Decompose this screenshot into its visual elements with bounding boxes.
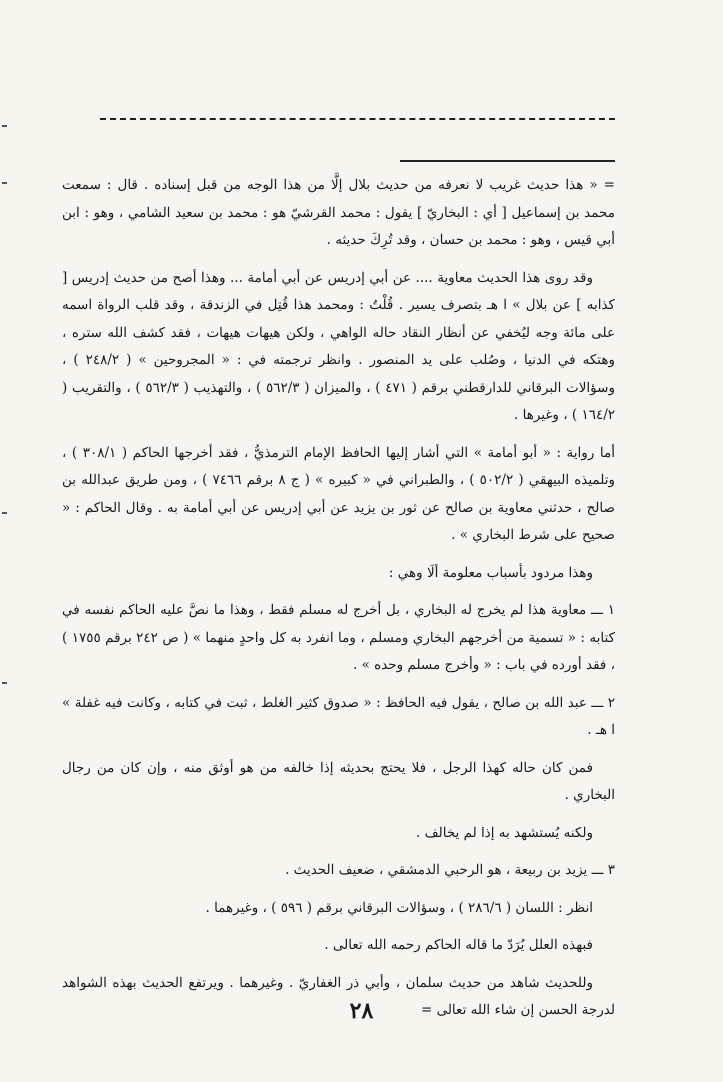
paragraph: وهذا مردود بأسباب معلومة ألَا وهي : (388, 564, 593, 581)
paragraph: انظر : اللسان ( ٢٨٦/٦ ) ، وسؤالات البرقاني برقم ( ٥٩٦ ) ، وغيرهما . (205, 899, 593, 916)
paragraph: ولكنه يُستشهد به إذا لم يخالف . (416, 824, 593, 841)
list-item: ٢ ـــ عبد الله بن صالح ، يقول فيه الحافظ : « صدوق كثير الغلط ، ثبت في كتابه ، وكانت فيه غفلة » ا هـ . (62, 694, 615, 738)
footnote-text (62, 172, 615, 1035)
paragraph: وقد روى هذا الحديث معاوية .... عن أبي إدريس عن أبي أمامة ... وهذا أصح من حديث إدريس [ كذابه ] عن بلال » ا هـ بتصرف يسير . قُلْتُ : ومحمد هذا قُتِل في الزندقة ، وقد قلب الرواة اسمه على مائة وجه ليُخفي عن أنظار النقاد حاله الواهي ، ولكن هيهات هيهات ، فقد كشف الله ستره ، وهتكه في الدنيا ، وصُلب على يد المنصور . وانظر ترجمته في : « المجروحين » ( ٢٤٨/٢ ) ، وسؤالات البرقاني للدارقطني برقم ( ٤٧١ ) ، والميزان ( ٥٦٢/٣ ) ، والتهذيب ( ٥٦٢/٣ ) ، والتقريب ( ١٦٤/٢ ) ، وغيرها . (62, 269, 615, 423)
margin-mark (2, 682, 7, 684)
margin-mark (2, 125, 7, 127)
page-number: ٢٨ (349, 998, 374, 1024)
paragraph: = « هذا حديث غريب لا نعرفه من حديث بلال إلَّا من هذا الوجه من قبل إسناده . قال : سمعت محمد بن إسماعيل [ أي : البخاريّ ] يقول : محمد القرشيّ هو : محمد بن سعيد الشامي ، وهو : ابن أبي قيس ، وهو : محمد بن حسان ، وقد تُرِكَ حديثه . (62, 177, 615, 248)
list-item: ٣ ـــ يزيد بن ربيعة ، هو الرحبي الدمشقي ، ضعيف الحديث . (285, 862, 615, 878)
paragraph: أما رواية : « أبو أمامة » التي أشار إليها الحافظ الإمام الترمذيُّ ، فقد أخرجها الحاكم ( ٣٠٨/١ ) ، وتلميذه البيهقي ( ٥٠٢/٢ ) ، والطبراني في « كبيره » ( ج ٨ برقم ٧٤٦٦ ) ، ومن طريق عبدالله بن صالح ، حدثني معاوية بن صالح عن ثور بن يزيد عن أبي إدريس عن أبي أمامة به . وقال الحاكم : « صحيح على شرط البخاري » . (62, 444, 615, 543)
margin-mark (2, 512, 7, 514)
dashed-separator (100, 118, 615, 120)
paragraph: فبهذه العلل يُرَدّ ما قاله الحاكم رحمه الله تعالى . (324, 937, 593, 953)
footnote-rule (400, 160, 615, 162)
margin-mark (2, 182, 7, 184)
list-item: ١ ـــ معاوية هذا لم يخرج له البخاري ، بل أخرج له مسلم فقط ، وهذا ما نصَّ عليه الحاكم نفسه في كتابه : « تسمية من أخرجهم البخاري ومسلم ، وما انفرد به كل واحدٍ منهما » ( ص ٢٤٢ برقم ١٧٥٥ ) ، فقد أورده في باب : « وأخرج مسلم وحده » . (62, 602, 615, 673)
paragraph: فمن كان حاله كهذا الرجل ، فلا يحتج بحديثه إذا خالفه من هو أوثق منه ، وإن كان من رجال البخاري . (62, 759, 615, 803)
paragraph: وللحديث شاهد من حديث سلمان ، وأبي ذر الغفاريّ . وغيرهما . ويرتفع الحديث بهذه الشواهد لدرجة الحسن إن شاء الله تعالى = (62, 974, 615, 1018)
